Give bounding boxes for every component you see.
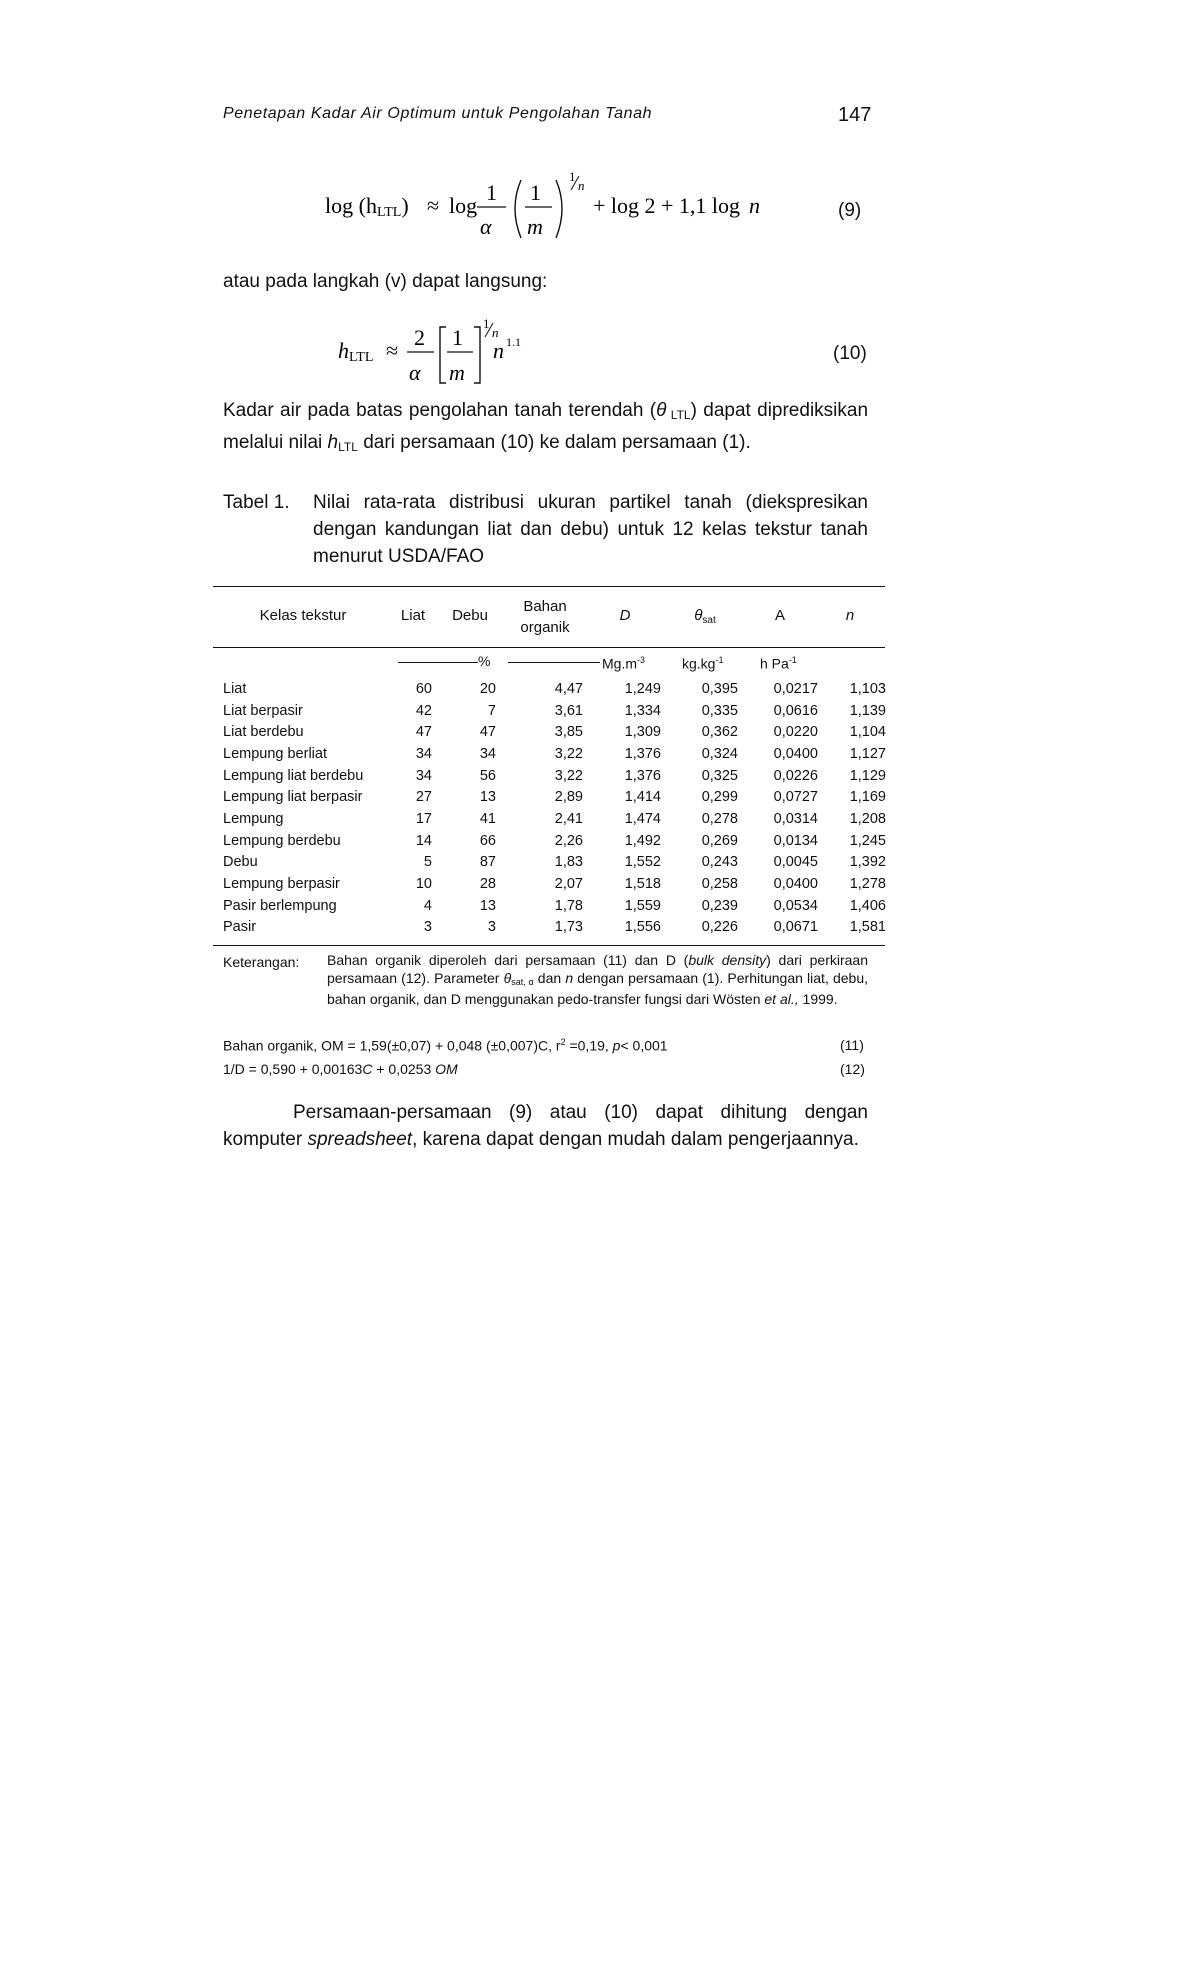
para1-h: h — [327, 432, 339, 453]
table-cell-value: 0,325 — [701, 767, 738, 784]
table-cell-value: 34 — [479, 745, 496, 762]
table-cell-class: Pasir berlempung — [223, 897, 337, 914]
table-cell-class: Lempung liat berdebu — [223, 767, 364, 784]
table-cell-value: 1,139 — [849, 702, 886, 719]
table-cell-value: 1,245 — [849, 832, 886, 849]
table-cell-value: 47 — [415, 724, 432, 741]
reg12-c: C — [362, 1061, 373, 1077]
eq9-tail: + log 2 + 1,1 log — [593, 193, 741, 218]
table-cell-value: 0,258 — [701, 876, 738, 893]
table-cell-value: 1,376 — [624, 767, 661, 784]
table-cell-value: 87 — [479, 854, 496, 871]
table-cell-value: 20 — [479, 680, 496, 697]
table-cell-value: 0,226 — [701, 919, 738, 936]
para1-text-c: dari persamaan (10) ke dalam persamaan (1). — [357, 432, 751, 453]
eq10-bracket-right — [474, 327, 480, 383]
th-kelas-tekstur: Kelas tekstur — [259, 607, 347, 624]
table-row — [213, 808, 886, 830]
table-cell-value: 41 — [479, 810, 496, 827]
svg-text:hLTL — [338, 338, 373, 365]
notes-t2: ) dari perkiraan persamaan (12). Parameter — [327, 952, 869, 986]
table-top-rule — [213, 586, 885, 587]
th-theta-sub: sat — [702, 615, 716, 626]
table-cell-value: 1,309 — [624, 724, 661, 741]
reg11-c: < 0,001 — [620, 1037, 668, 1054]
table-caption-label: Tabel 1. — [223, 492, 290, 513]
th-bahan-organik — [505, 596, 585, 638]
table-row — [213, 895, 886, 917]
unit-kg: kg.kg — [682, 655, 716, 672]
regression-12 — [223, 1061, 458, 1077]
table-cell-class: Lempung berpasir — [223, 876, 340, 893]
table-cell-value: 0,0534 — [773, 897, 818, 914]
table-cell-value: 0,278 — [701, 810, 738, 827]
eq10-br-den: m — [449, 360, 465, 385]
table-cell-class: Lempung berdebu — [223, 832, 341, 849]
table-cell-class: Liat — [223, 680, 247, 697]
table-cell-value: 1,73 — [554, 919, 583, 936]
table-cell-value: 0,0314 — [773, 810, 818, 827]
regression-11 — [223, 1037, 668, 1054]
para1-text-b: ) dapat diprediksikan melalui nilai — [223, 400, 869, 453]
unit-hpa — [760, 655, 797, 672]
unit-mg: Mg.m — [602, 655, 637, 672]
closing-paragraph — [223, 1099, 868, 1153]
table-cell-value: 1,376 — [624, 745, 661, 762]
para1-sub-ltl-2: LTL — [338, 440, 358, 454]
table-cell-value: 3 — [423, 919, 432, 936]
notes-theta: θ — [503, 969, 512, 986]
regression-12-number: (12) — [840, 1061, 865, 1077]
th-a: A — [774, 607, 785, 624]
running-header-title: Penetapan Kadar Air Optimum untuk Pengolahan Tanah — [223, 105, 653, 122]
eq10-exp-num: 1 — [483, 316, 490, 331]
unit-mg-exp: -3 — [637, 655, 646, 665]
table-cell-value: 0,0134 — [773, 832, 818, 849]
table-row — [213, 700, 886, 722]
table-cell-value: 0,0217 — [773, 680, 818, 697]
notes-bulk-density: bulk density — [688, 952, 767, 968]
eq9-paren-den: m — [527, 214, 543, 239]
th-theta-sat — [670, 607, 740, 626]
table-cell-value: 2,26 — [554, 832, 583, 849]
eq9-tail-var: n — [749, 193, 760, 218]
th-d: D — [619, 607, 631, 624]
unit-kg-exp: -1 — [715, 655, 724, 665]
eq10-approx: ≈ — [386, 338, 399, 363]
table-bottom-rule — [213, 945, 885, 946]
table-cell-value: 4,47 — [554, 680, 583, 697]
table-cell-value: 0,299 — [701, 789, 738, 806]
equation-10 — [338, 310, 538, 395]
table-cell-value: 3,85 — [554, 724, 583, 741]
svg-text:log (hLTL) — [325, 193, 409, 220]
table-row — [213, 765, 886, 787]
table-cell-value: 0,0400 — [773, 745, 818, 762]
regression-11-number: (11) — [840, 1037, 864, 1053]
table-cell-value: 4 — [423, 897, 432, 914]
table-cell-value: 1,278 — [849, 876, 886, 893]
unit-hpa-exp: -1 — [788, 655, 797, 665]
eq10-lhs-sub: LTL — [349, 350, 374, 365]
th-organik: organik — [520, 619, 570, 636]
table-header-rule — [213, 647, 885, 648]
reg12-b: + 0,0253 — [372, 1061, 436, 1077]
th-liat: Liat — [400, 607, 426, 624]
eq9-paren-left — [515, 180, 521, 238]
table-cell-value: 1,208 — [849, 810, 886, 827]
eq9-paren-num: 1 — [530, 180, 541, 205]
eq9-log: log — [449, 193, 478, 218]
table-cell-value: 0,362 — [701, 724, 738, 741]
table-cell-value: 1,474 — [624, 810, 661, 827]
table-row — [213, 917, 886, 939]
table-cell-value: 28 — [479, 876, 496, 893]
table-cell-value: 0,0045 — [773, 854, 818, 871]
table-cell-value: 1,559 — [624, 897, 661, 914]
table-cell-value: 13 — [479, 897, 496, 914]
table-row — [213, 678, 886, 700]
eq10-frac-num: 2 — [414, 325, 425, 350]
table-cell-value: 27 — [415, 789, 432, 806]
eq9-lhs-sub: LTL — [376, 205, 402, 220]
table-cell-value: 0,324 — [701, 745, 738, 762]
table-cell-class: Lempung berliat — [223, 745, 327, 762]
table-cell-class: Liat berdebu — [223, 724, 304, 741]
table-cell-value: 1,127 — [849, 745, 886, 762]
table-cell-value: 5 — [423, 854, 432, 871]
eq9-lhs: log (h — [325, 193, 377, 218]
unit-hpa-text: h Pa — [760, 655, 789, 672]
unit-kg-kg — [682, 655, 723, 672]
table-cell-value: 0,239 — [701, 897, 738, 914]
notes-t4: dengan persamaan (1). Perhitungan liat, debu, bahan organik, dan D menggunakan pedo-transfer fungsi dari Wösten — [327, 969, 869, 1007]
table-cell-value: 42 — [415, 702, 432, 719]
notes-n: n — [565, 969, 574, 986]
th-debu: Debu — [452, 607, 488, 624]
table-cell-value: 0,0220 — [773, 724, 818, 741]
closing-t1: Persamaan-persamaan (9) atau (10) dapat dihitung dengan komputer — [223, 1102, 868, 1150]
table-cell-value: 3,61 — [554, 702, 583, 719]
para1-sub-ltl: LTL — [666, 408, 691, 422]
table-cell-value: 1,581 — [849, 919, 886, 936]
eq10-lhs: h — [338, 338, 349, 363]
table-cell-value: 47 — [479, 724, 496, 741]
table-cell-value: 1,103 — [849, 680, 886, 697]
table-cell-value: 0,0400 — [773, 876, 818, 893]
para1-theta: θ — [656, 400, 667, 421]
table-cell-class: Liat berpasir — [223, 702, 303, 719]
table-row — [213, 873, 886, 895]
table-cell-value: 0,269 — [701, 832, 738, 849]
equation-10-number: (10) — [833, 343, 867, 364]
table-cell-class: Lempung liat berpasir — [223, 789, 363, 806]
table-row — [213, 721, 886, 743]
reg11-sup: 2 — [560, 1037, 566, 1047]
closing-spreadsheet: spreadsheet — [307, 1129, 413, 1150]
table-cell-value: 1,556 — [624, 919, 661, 936]
eq9-approx: ≈ — [427, 193, 440, 218]
page-number: 147 — [838, 104, 872, 126]
table-cell-value: 1,104 — [849, 724, 886, 741]
table-cell-value: 2,89 — [554, 789, 583, 806]
para1-text-a: Kadar air pada batas pengolahan tanah terendah ( — [223, 400, 657, 421]
texture-table — [213, 678, 886, 938]
text-after-eq9: atau pada langkah (v) dapat langsung: — [223, 271, 548, 292]
table-cell-value: 0,243 — [701, 854, 738, 871]
percent-dash-right — [508, 662, 600, 663]
table-cell-value: 1,334 — [624, 702, 661, 719]
notes-t3: dan — [533, 969, 566, 986]
th-bahan: Bahan — [523, 598, 567, 615]
table-cell-value: 17 — [415, 810, 432, 827]
table-cell-value: 13 — [479, 789, 496, 806]
equation-9-number: (9) — [838, 200, 862, 221]
table-row — [213, 786, 886, 808]
notes-text — [327, 952, 868, 1009]
table-cell-value: 3,22 — [554, 767, 583, 784]
table-row — [213, 830, 886, 852]
table-cell-value: 14 — [415, 832, 432, 849]
table-cell-value: 1,129 — [849, 767, 886, 784]
table-cell-value: 0,0671 — [773, 919, 818, 936]
equation-9 — [325, 168, 765, 248]
reg12-a: 1/D = 0,590 + 0,00163 — [223, 1061, 363, 1077]
table-cell-value: 56 — [479, 767, 496, 784]
table-cell-value: 1,169 — [849, 789, 886, 806]
table-cell-value: 1,492 — [624, 832, 661, 849]
th-n: n — [845, 607, 855, 624]
table-cell-value: 60 — [415, 680, 432, 697]
table-cell-value: 0,395 — [701, 680, 738, 697]
table-caption-text: Nilai rata-rata distribusi ukuran partikel tanah (diekspresikan dengan kandungan liat dan debu) untuk 12 kelas tekstur tanah menurut USDA/FAO — [313, 492, 868, 567]
eq10-var: n — [493, 338, 504, 363]
closing-t2: , karena dapat dengan mudah dalam pengerjaannya. — [412, 1129, 859, 1150]
table-cell-value: 7 — [487, 702, 496, 719]
table-cell-value: 1,392 — [849, 854, 886, 871]
th-theta: θ — [694, 607, 703, 624]
table-cell-value: 1,518 — [624, 876, 661, 893]
table-cell-value: 0,0616 — [773, 702, 818, 719]
table-cell-value: 66 — [479, 832, 496, 849]
table-cell-value: 1,78 — [554, 897, 583, 914]
table-cell-value: 1,406 — [849, 897, 886, 914]
eq10-frac-den: α — [409, 360, 421, 385]
unit-mg-m3 — [602, 655, 645, 672]
unit-percent: % — [478, 653, 491, 669]
table-row — [213, 743, 886, 765]
table-cell-value: 3,22 — [554, 745, 583, 762]
notes-label: Keterangan: — [223, 954, 300, 970]
reg11-a: Bahan organik, OM = 1,59(±0,07) + 0,048 (±0,007)C, r — [223, 1037, 561, 1054]
notes-et-al: et al., — [764, 991, 799, 1007]
table-row — [213, 852, 886, 874]
table-cell-value: 0,0226 — [773, 767, 818, 784]
table-cell-value: 10 — [415, 876, 432, 893]
table-cell-value: 2,41 — [554, 810, 583, 827]
eq9-frac-den: α — [480, 214, 492, 239]
table-cell-value: 34 — [415, 745, 432, 762]
table-cell-value: 0,0727 — [773, 789, 818, 806]
table-cell-value: 2,07 — [554, 876, 583, 893]
percent-dash-left — [398, 662, 478, 663]
table-cell-class: Debu — [223, 854, 258, 871]
eq9-frac-num: 1 — [486, 180, 497, 205]
table-cell-value: 1,249 — [624, 680, 661, 697]
reg11-p: p — [612, 1037, 621, 1054]
eq9-lhs-close: ) — [401, 193, 409, 218]
eq10-br-num: 1 — [452, 325, 463, 350]
table-cell-value: 1,552 — [624, 854, 661, 871]
paragraph-theta-ltl — [223, 397, 868, 461]
table-cell-value: 0,335 — [701, 702, 738, 719]
table-cell-value: 34 — [415, 767, 432, 784]
eq9-exp-den: n — [578, 178, 585, 193]
notes-t5: 1999. — [798, 991, 838, 1007]
reg12-om: OM — [435, 1061, 458, 1077]
table-cell-class: Lempung — [223, 810, 284, 827]
notes-t1: Bahan organik diperoleh dari persamaan (11) dan D ( — [327, 952, 689, 968]
reg11-b: =0,19, — [565, 1037, 613, 1054]
eq10-exp-den: n — [492, 325, 499, 340]
table-cell-value: 1,414 — [624, 789, 661, 806]
notes-theta-sub: sat, α — [511, 976, 534, 987]
table-cell-value: 3 — [487, 919, 496, 936]
eq9-paren-right — [556, 180, 562, 238]
table-cell-value: 1,83 — [554, 854, 583, 871]
eq9-exp-num: 1 — [569, 169, 576, 184]
eq10-var-exp: 1.1 — [506, 335, 521, 349]
eq10-bracket-left — [440, 327, 446, 383]
table-cell-class: Pasir — [223, 919, 257, 936]
